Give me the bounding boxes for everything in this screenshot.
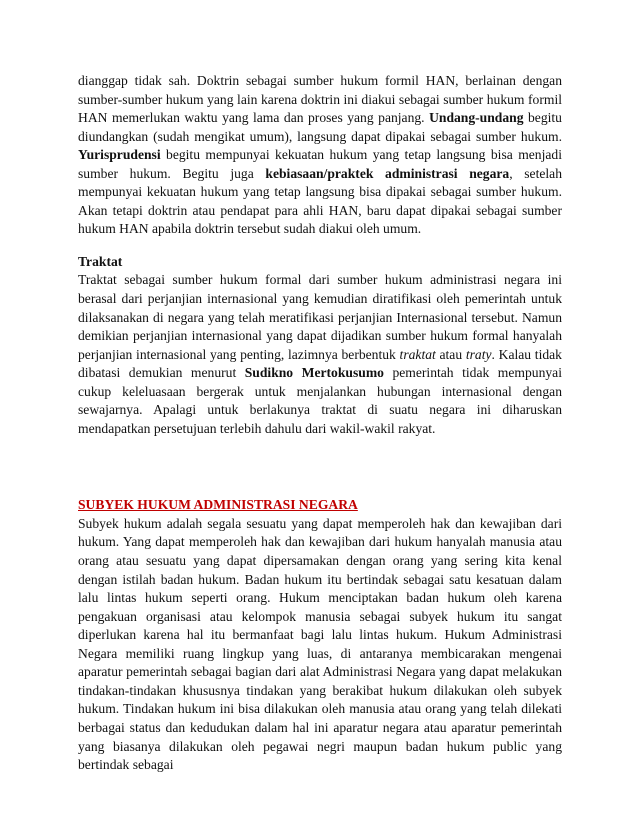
subyek-paragraph: Subyek hukum adalah segala sesuatu yang dapat memperoleh hak dan kewajiban dari hukum. Yang dapat memperoleh hak dan kewajiban dari hukum hanyalah manusia atau orang atau sesuatu yang dapat dipersamakan dengan orang yang sering kita kenal dengan istilah badan hukum. Badan hukum itu bertindak sebagai satu kesatuan dalam lalu lintas hukum seperti orang. Hukum menciptakan badan hukum oleh karena pengakuan organisasi atau kelompok manusia sebagai subyek hukum itu sangat diperlukan karena hal itu bermanfaat bagi lalu lintas hukum. Hukum Administrasi Negara memiliki ruang lingkup yang luas, di antaranya membicarakan mengenai aparatur pemerintah sebagai bagian dari alat Administrasi Negara yang dapat melakukan tindakan-tindakan khususnya tindakan yang berakibat hukum dilakukan oleh subyek hukum. Tindakan hukum ini bisa dilakukan oleh manusia atau orang yang telah dilekati berbagai status dan kedudukan dalam hal ini aparatur negara atau aparatur pemerintah yang biasanya dilakukan oleh pegawai negri maupun badan hukum public yang bertindak sebagai xyxy=(78,515,562,773)
intro-bold-yurisprudensi: Yurisprudensi xyxy=(78,147,161,163)
traktat-bold-sudikno: Sudikno Mertokusumo xyxy=(244,365,384,381)
intro-text-4: , setelah mempunyai kekuatan hukum yang tetap langsung bisa dipakai sebagai sumber hukum. Akan tetapi doktrin atau pendapat para ahli HAN, baru dapat dipakai sebagai sumber hukum HAN apabila doktrin tersebut sudah diakui oleh umum. xyxy=(78,165,562,237)
traktat-italic-traty: traty xyxy=(465,346,492,362)
traktat-text-4: pemerintah tidak mempunyai cukup keleluasaan bergerak untuk menjalankan hubungan internasional dengan sewajarnya. Apalagi untuk berlakunya traktat di suatu negara ini diharuskan mendapatkan persetujuan terlebih dahulu dari wakil-wakil rakyat. xyxy=(78,365,562,436)
intro-bold-undang-undang: Undang-undang xyxy=(429,110,524,126)
intro-paragraph xyxy=(78,72,562,239)
traktat-text-1: Traktat sebagai sumber hukum formal dari sumber hukum administrasi negara ini berasal dari perjanjian internasional yang kemudian diratifikasi oleh pemerintah untuk dilaksanakan di negara yang telah meratifikasi perjanjian Internasional tersebut. Namun demikian perjanjian internasional yang dapat dijadikan sumber hukum formal hanyalah perjanjian internasional yang penting, lazimnya berbentuk xyxy=(78,272,562,362)
intro-text-1: dianggap tidak sah. Doktrin sebagai sumber hukum formil HAN, berlainan dengan sumber-sumber hukum yang lain karena doktrin ini diakui sebagai sumber hukum formil HAN memerlukan waktu yang lama dan proses yang panjang. xyxy=(78,73,562,126)
subyek-heading: SUBYEK HUKUM ADMINISTRASI NEGARA xyxy=(78,497,358,513)
intro-bold-kebiasaan: kebiasaan/praktek administrasi negara xyxy=(265,165,510,181)
intro-text-3: begitu mempunyai kekuatan hukum yang tetap langsung bisa menjadi sumber hukum. Begitu juga xyxy=(78,147,562,181)
traktat-paragraph xyxy=(78,271,562,438)
traktat-text-3: . Kalau tidak dibatasi demukian menurut xyxy=(78,346,562,381)
traktat-heading: Traktat xyxy=(78,253,123,269)
document-page xyxy=(78,72,562,775)
traktat-italic-traktat: traktat xyxy=(399,346,436,362)
traktat-text-2: atau xyxy=(435,346,466,362)
intro-text-2: begitu diundangkan (sudah mengikat umum), langsung dapat dipakai sebagai sumber hukum. xyxy=(78,110,562,144)
